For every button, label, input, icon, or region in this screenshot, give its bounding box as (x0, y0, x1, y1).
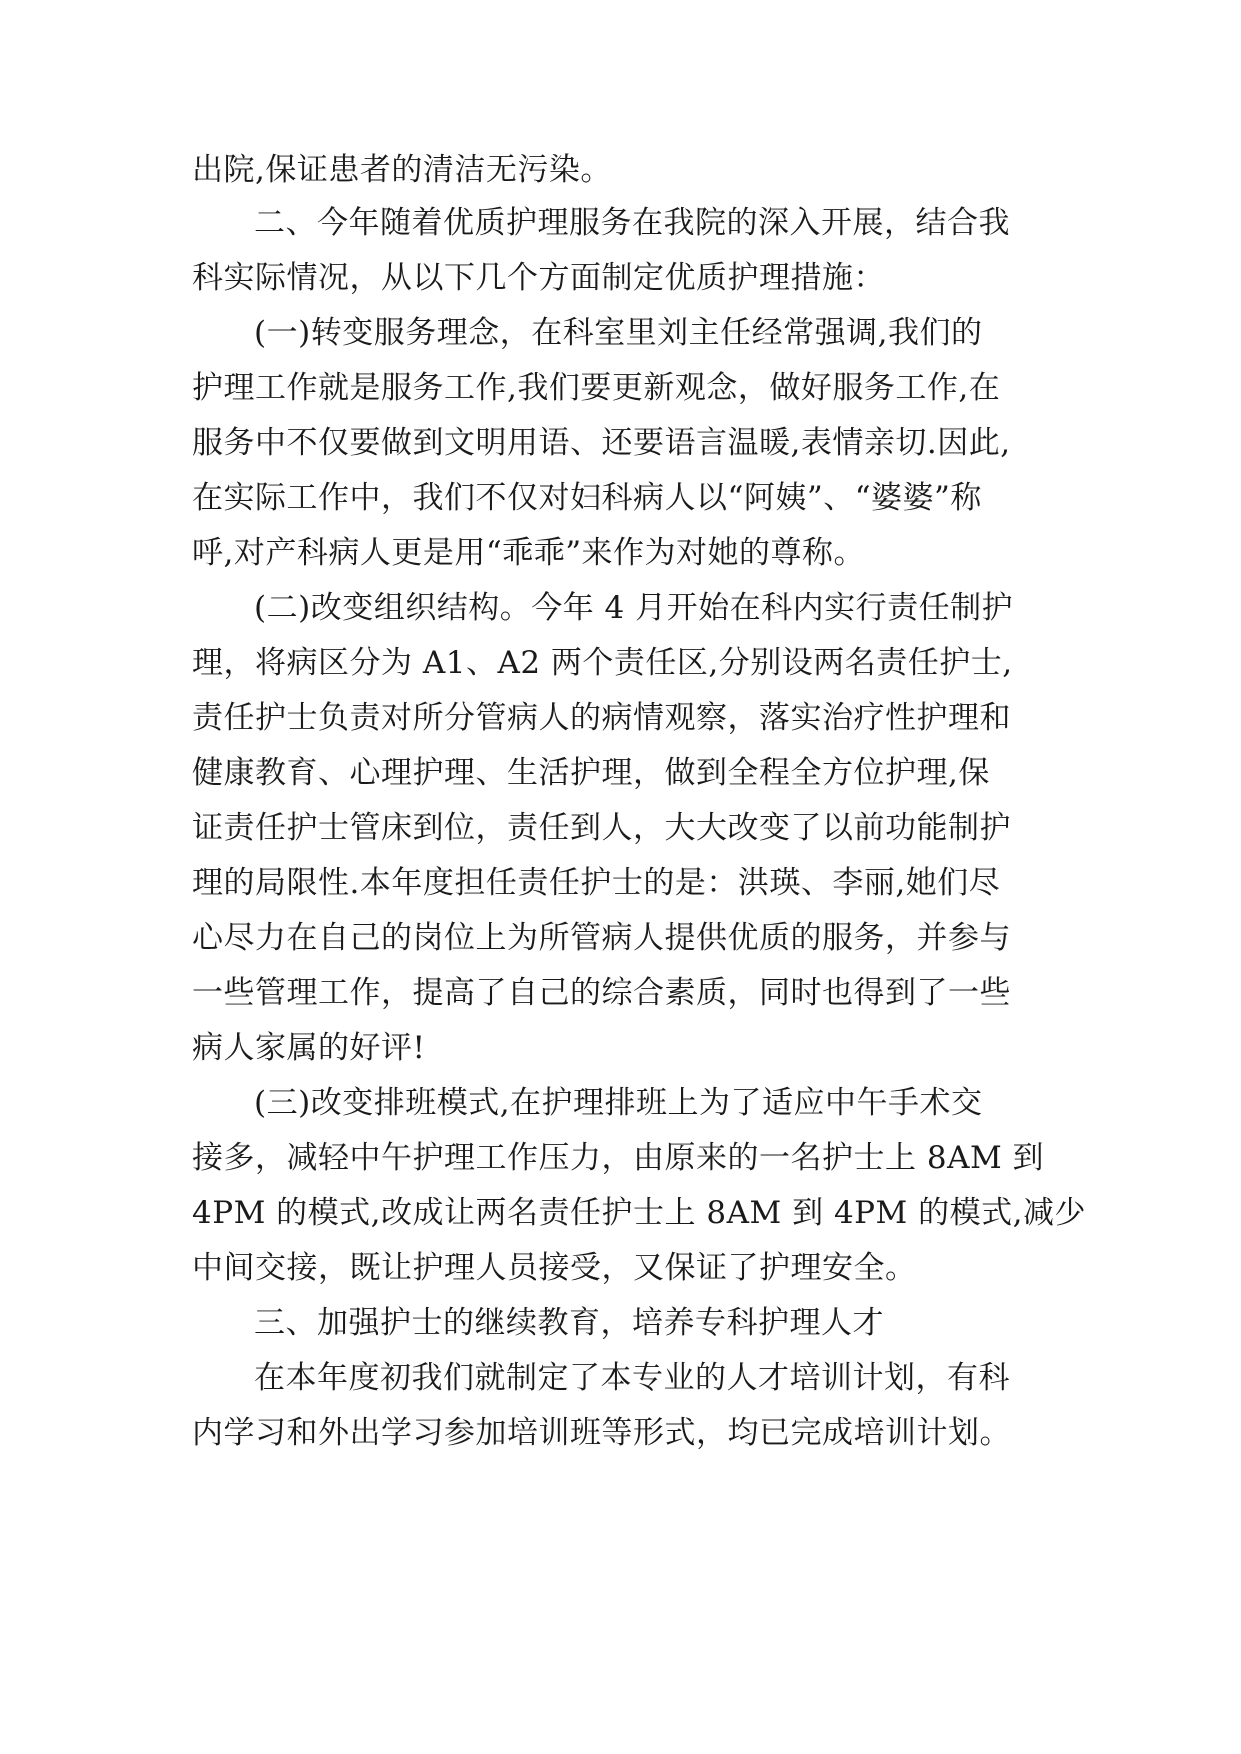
text-line: 服务中不仅要做到文明用语、还要语言温暖,表情亲切.因此, (192, 425, 1011, 461)
text-line: (三)改变排班模式,在护理排班上为了适应中午手术交 (254, 1085, 983, 1121)
text-line: 病人家属的好评! (192, 1030, 426, 1066)
text-line: 在本年度初我们就制定了本专业的人才培训计划，有科 (254, 1360, 1010, 1396)
text-line: (一)转变服务理念，在科室里刘主任经常强调,我们的 (254, 315, 983, 351)
text-line: 理，将病区分为 A1、A2 两个责任区,分别设两名责任护士, (192, 645, 1013, 681)
text-line: (二)改变组织结构。今年 4 月开始在科内实行责任制护 (254, 590, 1014, 626)
text-line: 证责任护士管床到位，责任到人，大大改变了以前功能制护 (192, 810, 1011, 846)
text-line: 内学习和外出学习参加培训班等形式，均已完成培训计划。 (192, 1415, 1011, 1451)
text-line: 出院,保证患者的清洁无污染。 (192, 152, 612, 188)
text-line: 一些管理工作，提高了自己的综合素质，同时也得到了一些 (192, 975, 1011, 1011)
text-line: 接多，减轻中午护理工作压力，由原来的一名护士上 8AM 到 (192, 1140, 1045, 1176)
text-line: 呼,对产科病人更是用“乖乖”来作为对她的尊称。 (192, 535, 866, 571)
text-line: 心尽力在自己的岗位上为所管病人提供优质的服务，并参与 (192, 920, 1011, 956)
section-heading: 三、加强护士的继续教育，培养专科护理人才 (254, 1305, 884, 1341)
text-line: 健康教育、心理护理、生活护理，做到全程全方位护理,保 (192, 755, 990, 791)
text-line: 理的局限性.本年度担任责任护士的是：洪瑛、李丽,她们尽 (192, 865, 1001, 901)
text-line: 二、今年随着优质护理服务在我院的深入开展，结合我 (254, 205, 1010, 241)
text-line: 在实际工作中，我们不仅对妇科病人以“阿姨”、“婆婆”称 (192, 480, 982, 516)
text-line: 责任护士负责对所分管病人的病情观察，落实治疗性护理和 (192, 700, 1011, 736)
text-line: 中间交接，既让护理人员接受，又保证了护理安全。 (192, 1250, 917, 1286)
text-line: 护理工作就是服务工作,我们要更新观念，做好服务工作,在 (192, 370, 1001, 406)
text-line: 科实际情况，从以下几个方面制定优质护理措施： (192, 260, 885, 296)
text-line: 4PM 的模式,改成让两名责任护士上 8AM 到 4PM 的模式,减少 (192, 1195, 1086, 1231)
